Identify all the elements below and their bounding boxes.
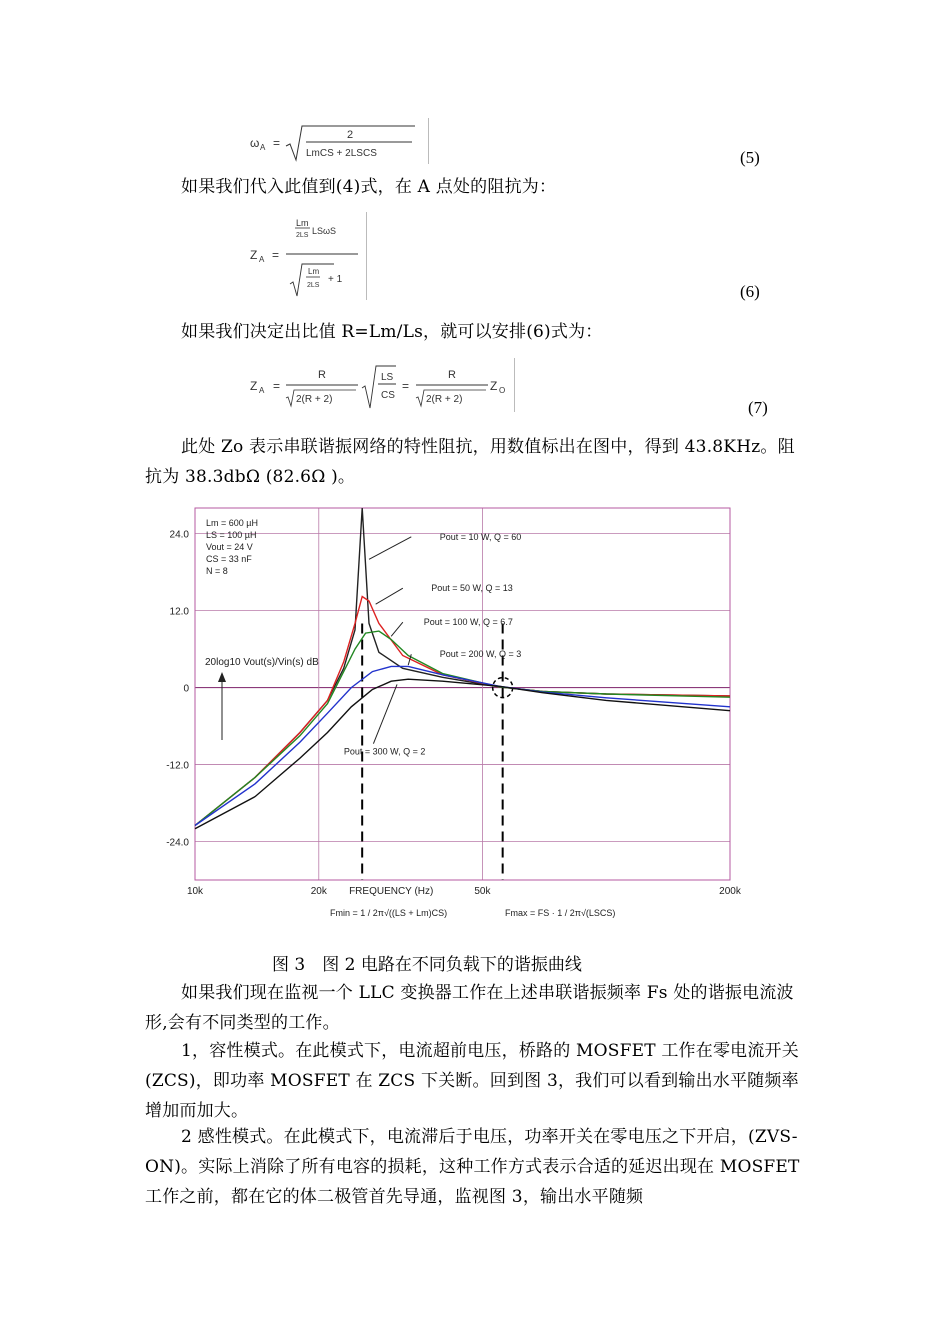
- svg-text:A: A: [259, 386, 265, 395]
- param-label: CS = 33 nF: [206, 554, 252, 564]
- paragraph-5: 1，容性模式。在此模式下，电流超前电压，桥路的 MOSFET 工作在零电流开关(ZCS)，即功率 MOSFET 在 ZCS 下关断。回到图 3，我们可以看到输出水平随频率增加而加大。: [145, 1041, 799, 1121]
- equation-5-number: (5): [740, 148, 760, 167]
- equation-5-graphic: [250, 118, 440, 164]
- x-tick-label: 200k: [719, 886, 741, 897]
- x-tick-label: 20k: [310, 886, 327, 897]
- y-tick-label: 0: [183, 683, 189, 695]
- svg-text:Z: Z: [250, 248, 258, 262]
- x-tick-label: 10k: [186, 886, 204, 897]
- figure-caption: 图 3 图 2 电路在不同负载下的谐振曲线: [272, 955, 582, 975]
- fmax-formula: Fmax = FS · 1 / 2π√(LSCS): [505, 908, 616, 918]
- param-label: LS = 100 µH: [206, 530, 257, 540]
- svg-text:+ 1: + 1: [328, 274, 343, 285]
- svg-text:Z: Z: [250, 379, 258, 393]
- paragraph-1: 如果我们代入此值到(4)式，在 A 点处的阻抗为：: [181, 177, 557, 197]
- svg-text:=: =: [402, 379, 410, 393]
- svg-text:2LS: 2LS: [296, 232, 309, 239]
- svg-text:R: R: [448, 369, 456, 381]
- equation-5: [250, 118, 440, 164]
- svg-text:A: A: [260, 143, 266, 152]
- annotation-arrow: [369, 537, 411, 559]
- series-annotation: Pout = 50 W, Q = 13: [431, 583, 513, 594]
- series-annotation: Pout = 10 W, Q = 60: [439, 531, 522, 542]
- svg-text:2: 2: [346, 129, 354, 141]
- series-annotation: Pout = 100 W, Q = 6.7: [423, 617, 513, 628]
- param-label: N = 8: [206, 566, 228, 576]
- svg-text:=: =: [273, 379, 281, 393]
- equation-6-graphic: [250, 212, 370, 300]
- svg-text:2(R + 2): 2(R + 2): [296, 394, 333, 405]
- series-line: [195, 666, 730, 825]
- series-annotation: Pout = 300 W, Q = 2: [343, 746, 426, 757]
- figure-3: [150, 500, 750, 942]
- y-tick-label: -12.0: [166, 760, 189, 772]
- fmin-formula: Fmin = 1 / 2π√((LS + Lm)CS): [330, 908, 448, 918]
- paragraph-4: 如果我们现在监视一个 LLC 变换器工作在上述串联谐振频率 Fs 处的谐振电流波形,会有不同类型的工作。: [145, 983, 794, 1033]
- equation-7-graphic: [250, 358, 520, 412]
- y-tick-label: 24.0: [169, 529, 189, 541]
- y-axis-label: 20log10 Vout(s)/Vin(s) dB: [205, 657, 319, 668]
- chart-labels: [166, 518, 742, 918]
- equation-7-border: [514, 358, 515, 412]
- svg-text:2LS: 2LS: [307, 282, 320, 289]
- svg-text:LmCS + 2LSCS: LmCS + 2LSCS: [306, 148, 377, 159]
- equation-6-number: (6): [740, 282, 760, 301]
- annotation-arrow: [376, 588, 403, 604]
- equation-7-number: (7): [748, 398, 768, 417]
- svg-text:A: A: [259, 255, 265, 264]
- svg-text:ω: ω: [250, 136, 260, 150]
- equation-5-border: [428, 118, 429, 164]
- x-axis-label: FREQUENCY (Hz): [349, 886, 434, 897]
- y-tick-label: 12.0: [169, 606, 189, 618]
- y-tick-label: -24.0: [166, 837, 189, 849]
- annotation-arrow: [373, 684, 397, 743]
- paragraph-2: 如果我们决定出比值 R=Lm/Ls，就可以安排(6)式为：: [181, 322, 603, 342]
- svg-text:R: R: [318, 369, 326, 381]
- series-annotation: Pout = 200 W, Q = 3: [439, 649, 522, 660]
- svg-text:LSωS: LSωS: [312, 226, 337, 236]
- param-label: Lm = 600 µH: [206, 518, 258, 528]
- svg-text:=: =: [273, 136, 281, 150]
- equation-6: [250, 212, 370, 300]
- svg-text:CS: CS: [381, 390, 395, 401]
- svg-text:Z: Z: [490, 379, 498, 393]
- x-tick-label: 50k: [474, 886, 491, 897]
- svg-text:=: =: [272, 248, 280, 262]
- svg-text:Lm: Lm: [296, 218, 309, 228]
- resonance-chart: [150, 500, 750, 942]
- svg-text:2(R + 2): 2(R + 2): [426, 394, 463, 405]
- param-label: Vout = 24 V: [206, 542, 253, 552]
- annotation-arrow: [391, 622, 403, 636]
- paragraph-3: 此处 Zo 表示串联谐振网络的特性阻抗，用数值标出在图中，得到 43.8KHz。阻抗为 38.3dbΩ (82.6Ω )。: [145, 437, 795, 487]
- y-axis-arrowhead: [218, 672, 226, 682]
- paragraph-6: 2 感性模式。在此模式下，电流滞后于电压，功率开关在零电压之下开启，(ZVS-ON)。实际上消除了所有电容的损耗，这种工作方式表示合适的延迟出现在 MOSFET 工作之前，都在它的体二极管首先导通，监视图 3，输出水平随频: [145, 1127, 800, 1207]
- svg-text:LS: LS: [381, 372, 394, 383]
- svg-text:Lm: Lm: [308, 267, 320, 276]
- equation-6-border: [366, 212, 367, 300]
- svg-text:O: O: [499, 386, 506, 395]
- equation-7: [250, 358, 520, 412]
- chart-series: [195, 508, 730, 829]
- series-line: [195, 597, 730, 826]
